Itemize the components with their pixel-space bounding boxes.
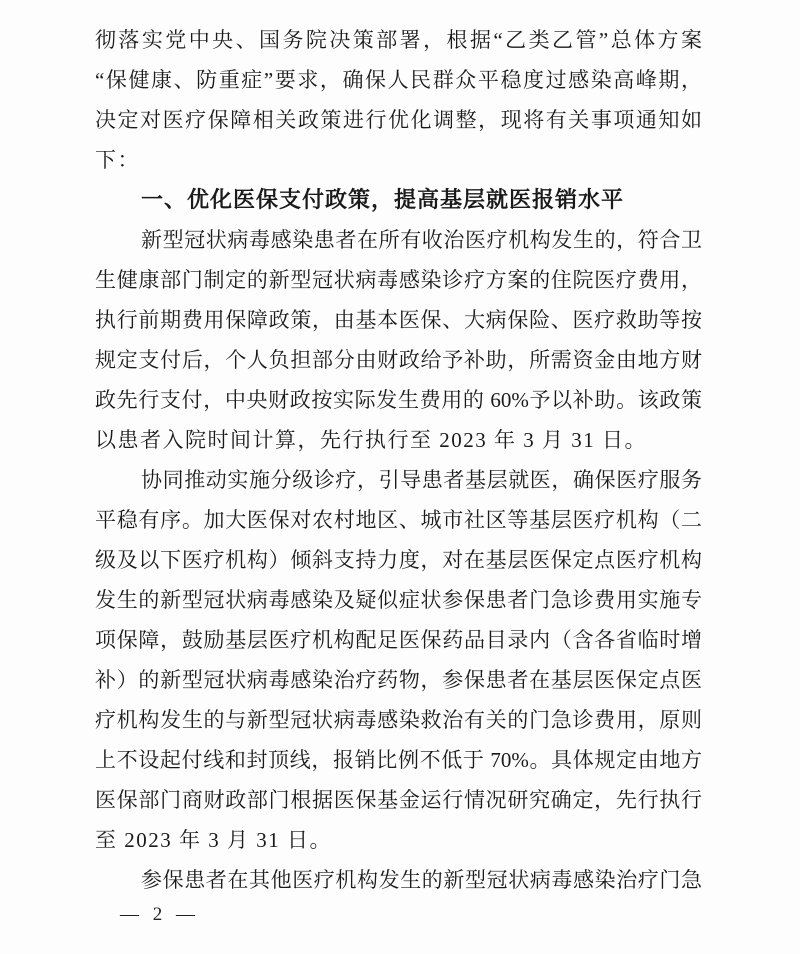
document-line: 彻落实党中央、国务院决策部署，根据“乙类乙管”总体方案 xyxy=(95,28,702,52)
section-heading: 一、优化医保支付政策，提高基层就医报销水平 xyxy=(141,187,625,212)
document-line: 以患者入院时间计算，先行执行至 2023 年 3 月 31 日。 xyxy=(95,428,647,452)
document-line: 补）的新型冠状病毒感染治疗药物，参保患者在基层医保定点医 xyxy=(95,668,702,692)
document-line: 执行前期费用保障政策，由基本医保、大病保险、医疗救助等按 xyxy=(95,308,702,332)
document-line: “保健康、防重症”要求，确保人民群众平稳度过感染高峰期， xyxy=(95,68,702,92)
document-line: 参保患者在其他医疗机构发生的新型冠状病毒感染治疗门急 xyxy=(141,868,702,892)
document-line: 项保障，鼓励基层医疗机构配足医保药品目录内（含各省临时增 xyxy=(95,628,702,652)
document-line: 下： xyxy=(95,148,140,172)
document-line: 发生的新型冠状病毒感染及疑似症状参保患者门急诊费用实施专 xyxy=(95,588,702,612)
document-line: 新型冠状病毒感染患者在所有收治医疗机构发生的，符合卫 xyxy=(141,228,702,252)
document-line: 平稳有序。加大医保对农村地区、城市社区等基层医疗机构（二 xyxy=(95,508,702,532)
document-line: 至 2023 年 3 月 31 日。 xyxy=(95,828,332,852)
document-line: 上不设起付线和封顶线，报销比例不低于 70%。具体规定由地方 xyxy=(95,748,702,772)
document-line: 政先行支付，中央财政按实际发生费用的 60%予以补助。该政策 xyxy=(95,388,702,412)
page-number: — 2 — xyxy=(120,904,195,925)
document-line: 决定对医疗保障相关政策进行优化调整，现将有关事项通知如 xyxy=(95,108,702,132)
document-line: 医保部门商财政部门根据医保基金运行情况研究确定，先行执行 xyxy=(95,788,702,812)
document-line: 级及以下医疗机构）倾斜支持力度，对在基层医保定点医疗机构 xyxy=(95,548,702,572)
document-body xyxy=(95,20,702,900)
document-line: 协同推动实施分级诊疗，引导患者基层就医，确保医疗服务 xyxy=(141,468,702,492)
document-line: 规定支付后，个人负担部分由财政给予补助，所需资金由地方财 xyxy=(95,348,702,372)
document-line: 疗机构发生的与新型冠状病毒感染救治有关的门急诊费用，原则 xyxy=(95,708,702,732)
document-line: 生健康部门制定的新型冠状病毒感染诊疗方案的住院医疗费用， xyxy=(95,268,702,292)
